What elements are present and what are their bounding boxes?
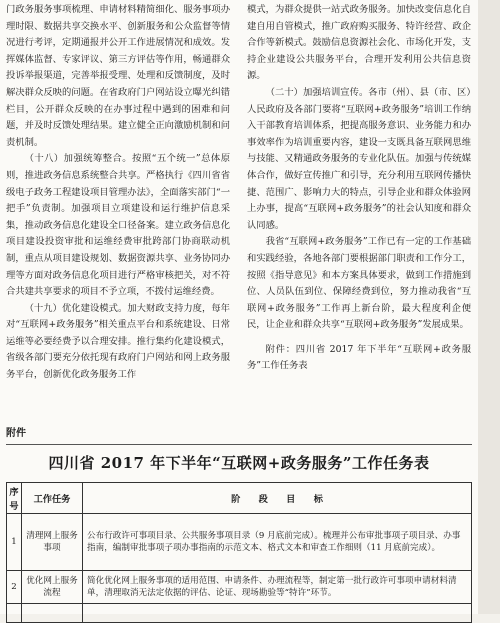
paragraph: 门政务服务事项梳理、申请材料精简细化、服务事项办理时限、数据共享交换水平、创新服务和公众监督等情况进行考评，定期通报并公开工作进展情况和成效。发挥媒体监督、专家评议、第三方评估等作用，畅通群众投诉举报渠道，完善举报受理、处理和反馈制度，及时解决群众反映的问题。在省政府门户网站设立曝光纠错栏目，公开群众反映的在办事过程中遇到的困难和问题，并及时反馈处理结果。建立健全正向激励机制和问责机制。 <box>6 4 230 148</box>
table-row <box>7 604 472 623</box>
section-heading: （十八）加强统筹整合。 <box>24 153 133 165</box>
row-task <box>22 604 83 623</box>
row-number <box>7 604 22 623</box>
section-heading: （十九）优化建设模式。 <box>24 302 128 314</box>
attachment-label: 附件 <box>6 428 26 439</box>
row-task: 优化网上服务流程 <box>22 571 83 604</box>
paragraph <box>6 301 230 384</box>
header-stage: 阶 段 目 标 <box>83 483 472 514</box>
table-row <box>7 514 472 571</box>
table-row <box>7 571 472 604</box>
task-table <box>6 482 472 623</box>
paragraph: 模式，为群众提供一站式政务服务。加快改变信息化自建自用自管模式，推广政府购买服务、特许经营、政企合作等新模式。鼓励信息资源社会化、市场化开发，支持企业建设公共服务平台，合理开发利用公共信息资源。 <box>247 4 471 82</box>
header-task: 工作任务 <box>22 483 83 514</box>
row-stage <box>83 604 472 623</box>
paragraph <box>247 85 471 234</box>
header-no: 序号 <box>7 483 22 514</box>
row-number: 2 <box>7 571 22 604</box>
row-stage: 公布行政许可事项目录、公共服务事项目录（9 月底前完成）。梳理并公布审批事项子项目录、办事指南，编制审批事项子项办事指南的示范文本、格式文本和审查工作细则（11 月底前完成）。 <box>83 514 472 571</box>
row-task: 清理网上服务事项 <box>22 514 83 571</box>
attachment-note: 附件：四川省 2017 年下半年“互联网+政务服务”工作任务表 <box>247 343 471 372</box>
section-body: 各市（州）、县（市、区）人民政府及各部门要将“互联网+政务服务”培训工作纳入干部教育培训体系，把提高服务意识、业务能力和办事效率作为培训重要内容，建设一支既具备互联网思维与技能、又精通政务服务的专业化队伍。加强与传统媒体合作，做好宣传推广和引导，充分利用互联网传播快捷、范围广、影响力大的特点，引导企业和群众体验网上办事，提高“互联网+政务服务”的社会认知度和群众认同感。 <box>247 86 471 231</box>
page-margin <box>478 0 500 614</box>
section-heading: （二十）加强培训宣传。 <box>265 86 369 98</box>
section-body: 按照“五个统一”总体原则，推进政务信息系统整合共享。严格执行《四川省省级电子政务工程建设项目管理办法》，全面落实部门“一把手”负责制。加强项目立项建设和运行维护信息采集，推动政务信息化建设全口径备案。建立政务信息化项目建设投资审批和运维经费审批跨部门协商联动机制，重点从项目建设规划、数据资源共享、业务协同办理等方面对政务信息化项目进行严格审核把关，对不符合共建共享要求的项目不予立项，不拨付运维经费。 <box>6 153 230 298</box>
divider <box>6 444 472 445</box>
right-column <box>247 2 471 375</box>
left-column <box>6 2 230 384</box>
row-stage: 简化优化网上服务事项的适用范围、申请条件、办理流程等，制定第一批行政许可事项申请材料清单，清理取消无法定依据的评估、论证、现场勘验等“特许”环节。 <box>83 571 472 604</box>
table-header-row <box>7 483 472 514</box>
section-body: 加大财政支持力度，每年对“互联网+政务服务”相关重点平台和系统建设、日常运维等必要经费予以合理安排。推行集约化建设模式，省级各部门要充分依托现有政府门户网站和网上政务服务平台，创新优化政务服务工作 <box>6 302 230 381</box>
paragraph: 我省“互联网+政务服务”工作已有一定的工作基础和实践经验，各地各部门要根据部门职责和工作分工，按照《指导意见》和本方案具体要求，做到工作措施到位、人员队伍到位、保障经费到位，努力推动我省“互联网+政务服务”工作再上新台阶，最大程度利企便民，让企业和群众共享“互联网+政务服务”发展成果。 <box>247 236 471 331</box>
row-number: 1 <box>7 514 22 571</box>
table-title: 四川省 2017 年下半年“互联网+政务服务”工作任务表 <box>48 454 430 472</box>
paragraph <box>6 151 230 300</box>
